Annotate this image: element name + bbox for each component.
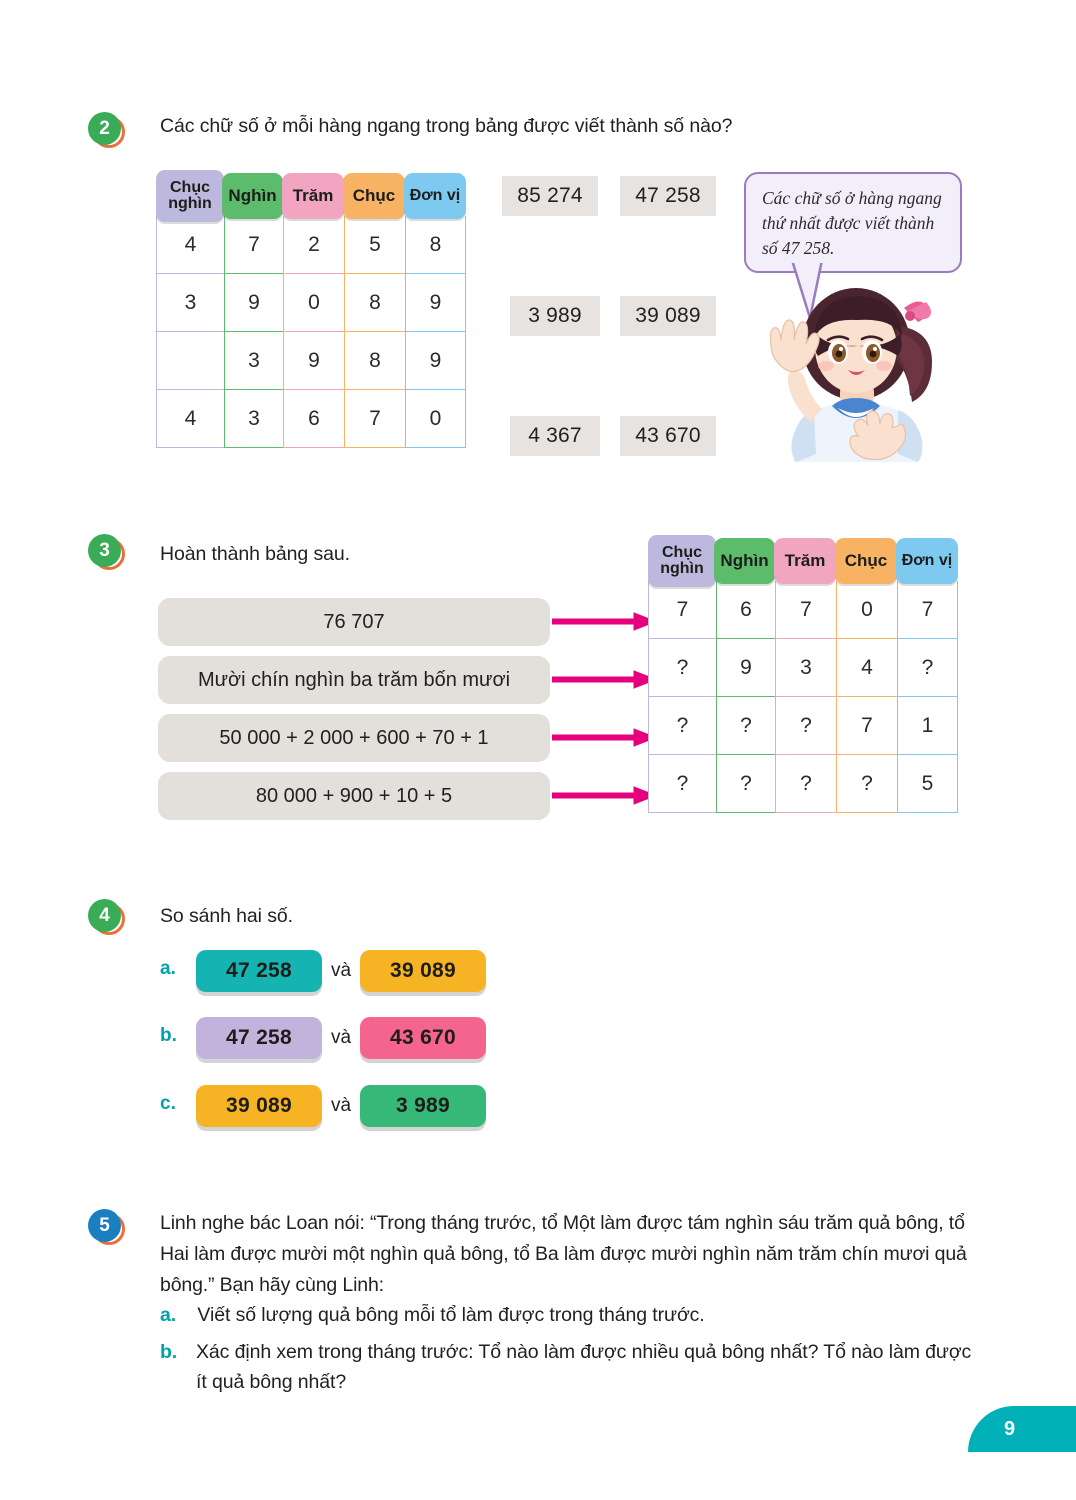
conjunction: và	[331, 960, 352, 981]
table-cell[interactable]: 8	[405, 216, 466, 274]
exercise-5-item-b	[160, 1337, 980, 1397]
item-label-c: c.	[160, 1093, 176, 1114]
header-label: Chục nghìn	[660, 543, 704, 577]
table-cell[interactable]: 0	[836, 581, 897, 639]
item-label-a: a.	[160, 958, 176, 979]
header-chuc	[835, 538, 897, 584]
header-chuc	[343, 173, 405, 219]
table-cell[interactable]: 4	[156, 216, 224, 274]
item-label-b: b.	[160, 1025, 177, 1046]
table-cell[interactable]: 1	[897, 697, 958, 755]
table-cell[interactable]: 6	[283, 390, 344, 448]
table-cell[interactable]: 5	[344, 216, 405, 274]
header-label: Nghìn	[228, 186, 277, 206]
value-bar: 76 707	[158, 598, 550, 646]
table-cell[interactable]: ?	[716, 755, 775, 813]
mapping-arrows	[552, 596, 662, 828]
table-cell[interactable]: 7	[648, 581, 716, 639]
exercise-5-badge	[88, 1209, 124, 1245]
table-cell[interactable]: 7	[836, 697, 897, 755]
conjunction: và	[331, 1027, 352, 1048]
header-label: Đơn vị	[409, 186, 461, 204]
table-header-row	[156, 170, 466, 222]
table-cell[interactable]: 7	[224, 216, 283, 274]
number-chip: 4 367	[510, 416, 600, 456]
conjunction: và	[331, 1095, 352, 1116]
item-label-b: b.	[160, 1341, 178, 1363]
table-cell[interactable]: 0	[283, 274, 344, 332]
table-row	[648, 697, 958, 755]
compare-pill-left[interactable]: 39 089	[196, 1085, 322, 1127]
table-cell[interactable]: 9	[405, 274, 466, 332]
page-number-tab	[968, 1406, 1076, 1452]
header-label: Nghìn	[720, 551, 769, 571]
table-cell[interactable]: 5	[897, 755, 958, 813]
table-cell[interactable]: ?	[836, 755, 897, 813]
table-cell[interactable]: 7	[344, 390, 405, 448]
table-cell[interactable]: 7	[775, 581, 836, 639]
exercise-4-prompt: So sánh hai số.	[160, 905, 293, 927]
table-cell[interactable]: 3	[224, 332, 283, 390]
table-cell[interactable]	[156, 332, 224, 390]
item-label-a: a.	[160, 1304, 177, 1326]
table-cell[interactable]: 8	[344, 332, 405, 390]
table-cell[interactable]: 4	[836, 639, 897, 697]
exercise-2-prompt: Các chữ số ở mỗi hàng ngang trong bảng được viết thành số nào?	[160, 115, 733, 137]
table-cell[interactable]: ?	[648, 639, 716, 697]
table-cell[interactable]: 9	[716, 639, 775, 697]
girl-illustration	[752, 282, 962, 462]
compare-pill-right[interactable]: 43 670	[360, 1017, 486, 1059]
table-cell[interactable]: 3	[156, 274, 224, 332]
header-label: Chục nghìn	[168, 178, 212, 212]
exercise-5-paragraph: Linh nghe bác Loan nói: “Trong tháng trước, tổ Một làm được tám nghìn sáu trăm quả bông, tổ Hai làm được mười một nghìn quả bông, tổ Ba làm được mười nghìn năm trăm chín mươi quả bông.” Bạn hãy cùng Linh:	[160, 1212, 967, 1296]
table-body	[156, 216, 466, 448]
header-label: Trăm	[784, 551, 826, 571]
header-nghin	[222, 173, 283, 219]
table-cell[interactable]: 4	[156, 390, 224, 448]
table-cell[interactable]: ?	[716, 697, 775, 755]
header-nghin	[714, 538, 775, 584]
exercise-4-badge	[88, 899, 124, 935]
value-bar: Mười chín nghìn ba trăm bốn mươi	[158, 656, 550, 704]
header-label: Đơn vị	[901, 551, 953, 569]
exercise-5-item-a	[160, 1300, 980, 1330]
compare-pill-left[interactable]: 47 258	[196, 950, 322, 992]
badge-number: 5	[88, 1209, 121, 1242]
table-cell[interactable]: ?	[897, 639, 958, 697]
table-cell[interactable]: 9	[224, 274, 283, 332]
table-row	[156, 274, 466, 332]
table-body	[648, 581, 958, 813]
number-chip: 43 670	[620, 416, 716, 456]
table-cell[interactable]: ?	[648, 755, 716, 813]
header-chuc-nghin	[648, 535, 716, 587]
number-chip: 85 274	[502, 176, 598, 216]
exercise-3-badge	[88, 534, 124, 570]
table-cell[interactable]: ?	[648, 697, 716, 755]
number-chip: 3 989	[510, 296, 600, 336]
header-chuc-nghin	[156, 170, 224, 222]
compare-pill-left[interactable]: 47 258	[196, 1017, 322, 1059]
item-text-a: Viết số lượng quả bông mỗi tổ làm được trong tháng trước.	[197, 1304, 705, 1326]
compare-pill-right[interactable]: 39 089	[360, 950, 486, 992]
header-don-vi	[896, 538, 958, 584]
value-bar: 50 000 + 2 000 + 600 + 70 + 1	[158, 714, 550, 762]
table-row	[648, 755, 958, 813]
speech-bubble: Các chữ số ở hàng ngang thứ nhất được viết thành số 47 258.	[744, 172, 962, 273]
number-chip: 39 089	[620, 296, 716, 336]
header-tram	[774, 538, 836, 584]
table-cell[interactable]: 2	[283, 216, 344, 274]
table-row	[156, 390, 466, 448]
header-label: Trăm	[292, 186, 334, 206]
header-label: Chục	[352, 186, 396, 206]
exercise-3-prompt: Hoàn thành bảng sau.	[160, 543, 350, 565]
table-cell[interactable]: 9	[283, 332, 344, 390]
table-cell[interactable]: 6	[716, 581, 775, 639]
badge-number: 2	[88, 112, 121, 145]
table-cell[interactable]: 8	[344, 274, 405, 332]
badge-number: 3	[88, 534, 121, 567]
table-row	[648, 581, 958, 639]
table-cell[interactable]: 0	[405, 390, 466, 448]
header-don-vi	[404, 173, 466, 219]
table-header-row	[648, 535, 958, 587]
number-chip: 47 258	[620, 176, 716, 216]
table-row	[648, 639, 958, 697]
value-bar: 80 000 + 900 + 10 + 5	[158, 772, 550, 820]
header-label: Chục	[844, 551, 888, 571]
table-cell[interactable]: ?	[775, 697, 836, 755]
badge-number: 4	[88, 899, 121, 932]
table-cell[interactable]: 7	[897, 581, 958, 639]
table-cell[interactable]: 3	[224, 390, 283, 448]
item-text-b: Xác định xem trong tháng trước: Tổ nào làm được nhiều quả bông nhất? Tổ nào làm được ít quả bông nhất?	[196, 1341, 972, 1393]
exercise-2-badge	[88, 112, 124, 148]
table-cell[interactable]: 9	[405, 332, 466, 390]
table-cell[interactable]: ?	[775, 755, 836, 813]
compare-pill-right[interactable]: 3 989	[360, 1085, 486, 1127]
page-number: 9	[1004, 1417, 1016, 1440]
table-row	[156, 332, 466, 390]
table-row	[156, 216, 466, 274]
table-cell[interactable]: 3	[775, 639, 836, 697]
place-value-table-3	[648, 535, 958, 813]
header-tram	[282, 173, 344, 219]
place-value-table-2	[156, 170, 466, 448]
